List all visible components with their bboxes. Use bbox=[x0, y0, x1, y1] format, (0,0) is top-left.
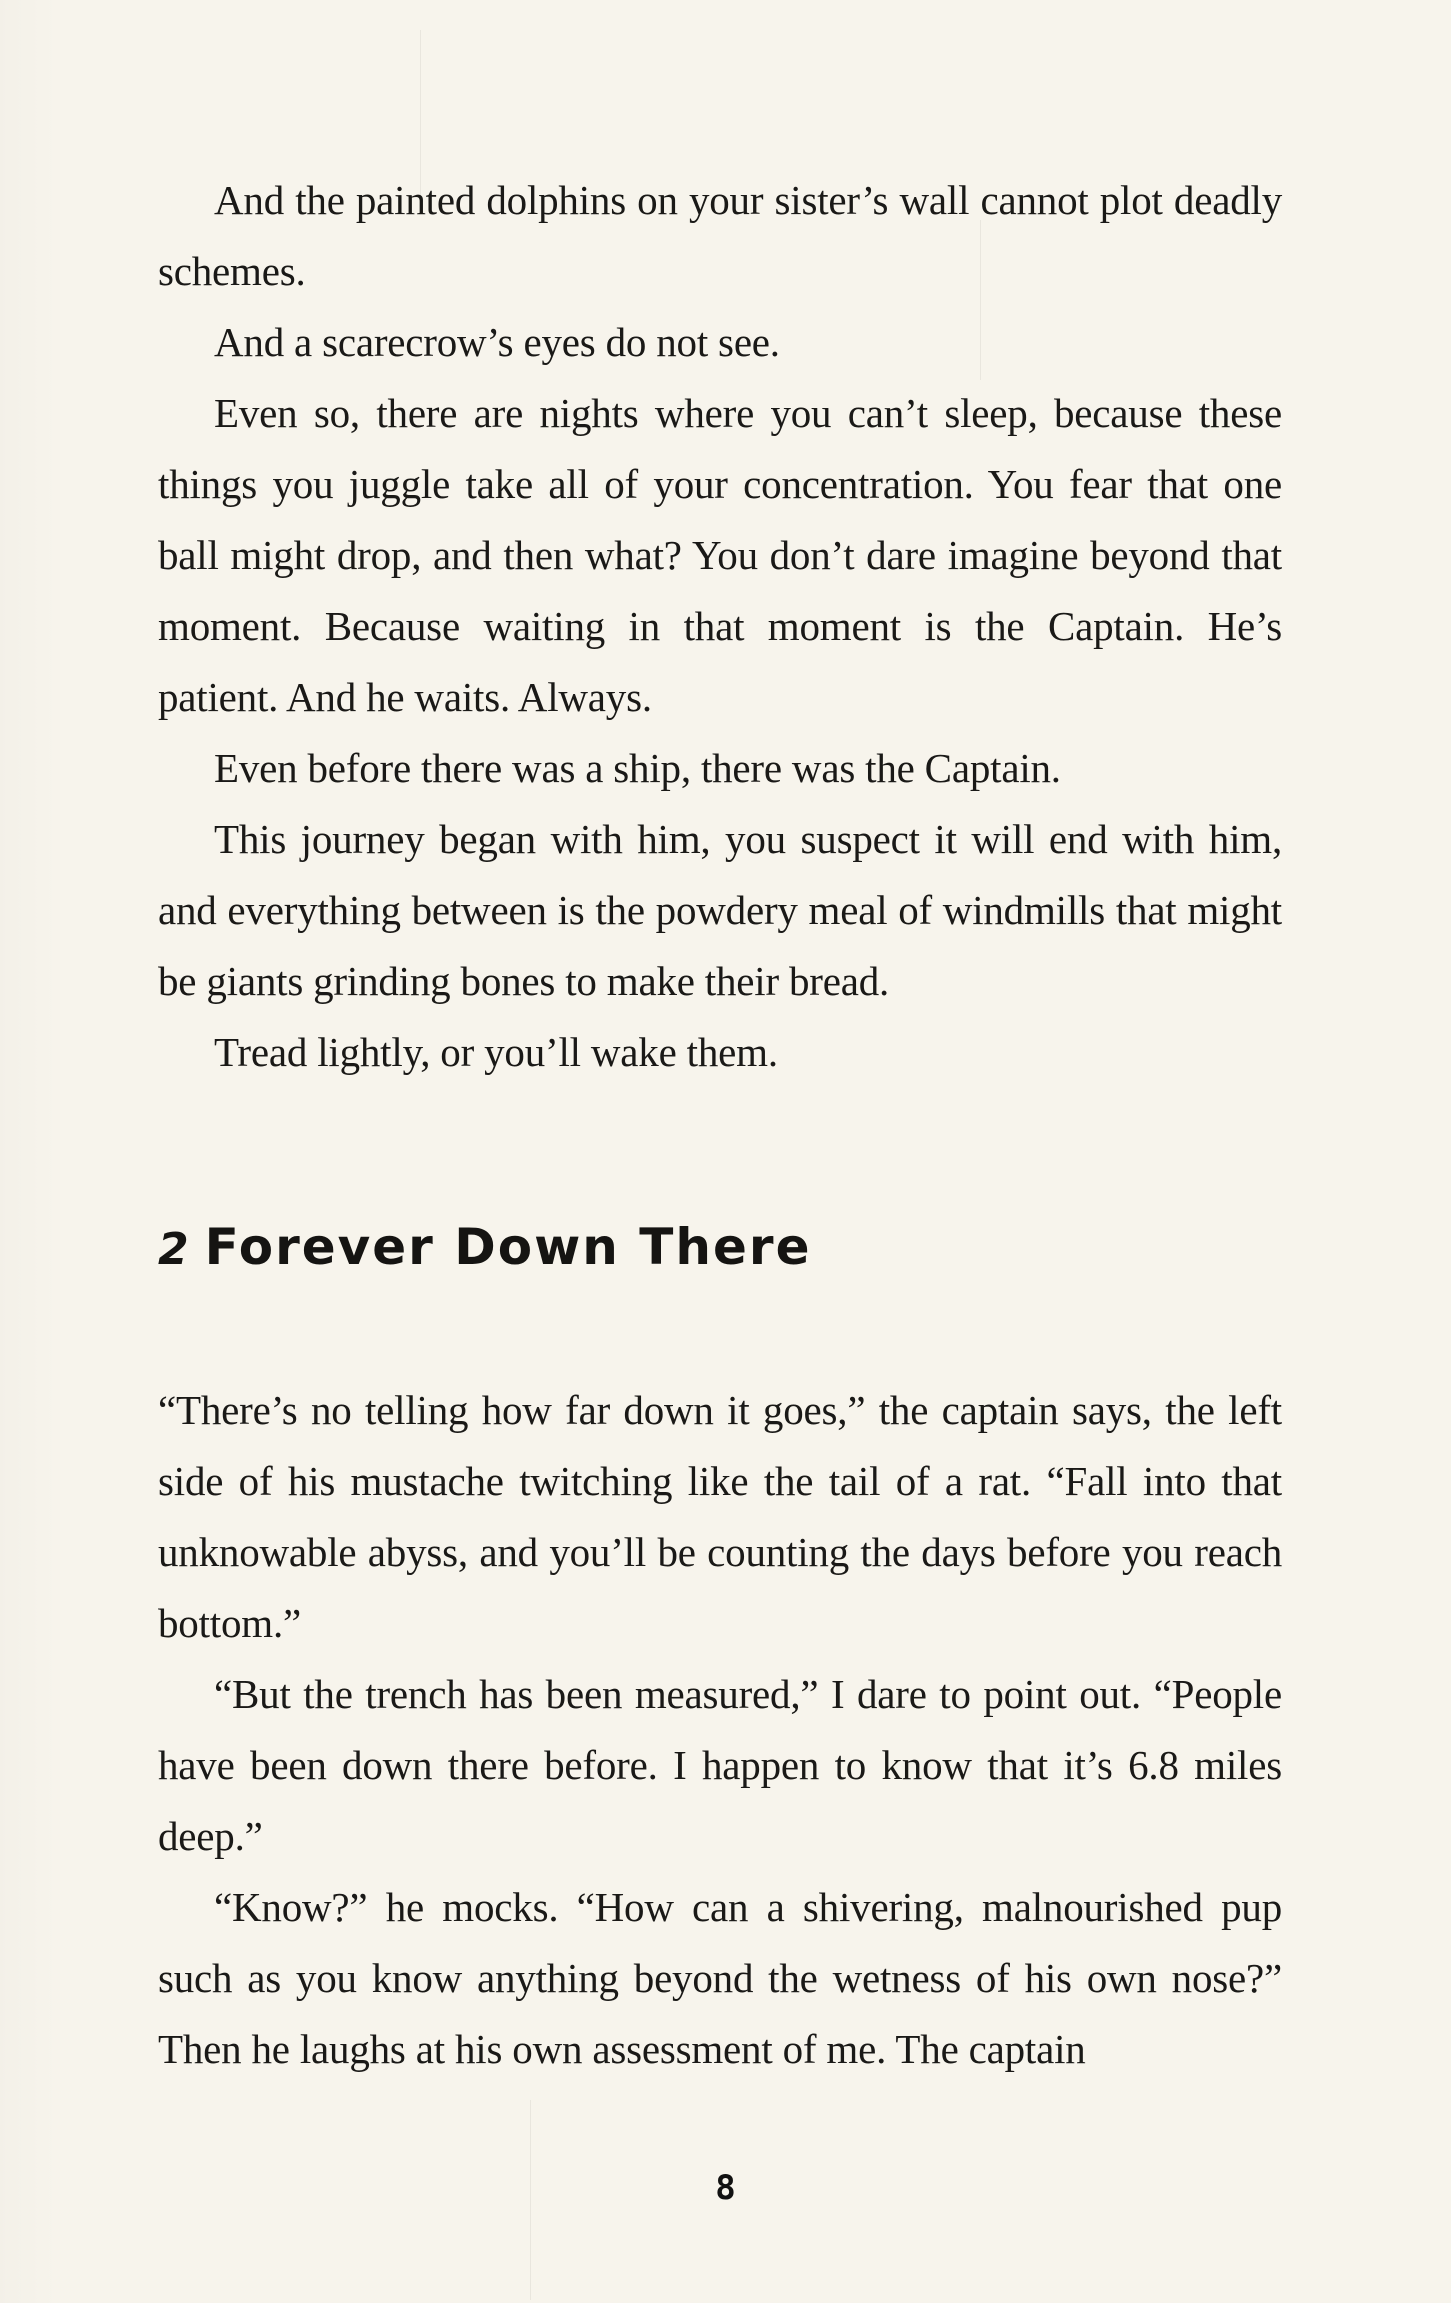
paragraph: “There’s no telling how far down it goes,” the captain says, the left side of his mustache twitching like the tail of a rat. “Fall into that unknowable abyss, and you’ll be counting the days before you reach bottom.” bbox=[158, 1387, 1282, 1646]
paragraph: Tread lightly, or you’ll wake them. bbox=[214, 1029, 778, 1075]
paragraph: “Know?” he mocks. “How can a shivering, malnourished pup such as you know anything beyond the wetness of his own nose?” Then he laughs at his own assessment of me. The captain bbox=[158, 1884, 1282, 2072]
page-number: 8 bbox=[715, 2168, 736, 2208]
paragraph: Even before there was a ship, there was the Captain. bbox=[214, 745, 1061, 791]
chapter-number: 2 bbox=[158, 1224, 191, 1275]
paragraph: This journey began with him, you suspect it will end with him, and everything between is the powdery meal of windmills that might be giants grinding bones to make their bread. bbox=[158, 816, 1282, 1004]
paragraph: Even so, there are nights where you can’t sleep, because these things you juggle take all of your concentration. You fear that one ball might drop, and then what? You don’t dare imagine beyond that moment. Because waiting in that moment is the Captain. He’s patient. And he waits. Always. bbox=[158, 390, 1282, 720]
text-section-top bbox=[158, 165, 1282, 1088]
paragraph: “But the trench has been measured,” I dare to point out. “People have been down there before. I happen to know that it’s 6.8 miles deep.” bbox=[158, 1671, 1282, 1859]
text-section-bottom bbox=[158, 1375, 1282, 2085]
paragraph: And the painted dolphins on your sister’s wall cannot plot deadly schemes. bbox=[158, 177, 1282, 294]
paragraph: And a scarecrow’s eyes do not see. bbox=[214, 319, 780, 365]
chapter-heading bbox=[158, 1218, 811, 1276]
chapter-title: Forever Down There bbox=[204, 1218, 812, 1276]
